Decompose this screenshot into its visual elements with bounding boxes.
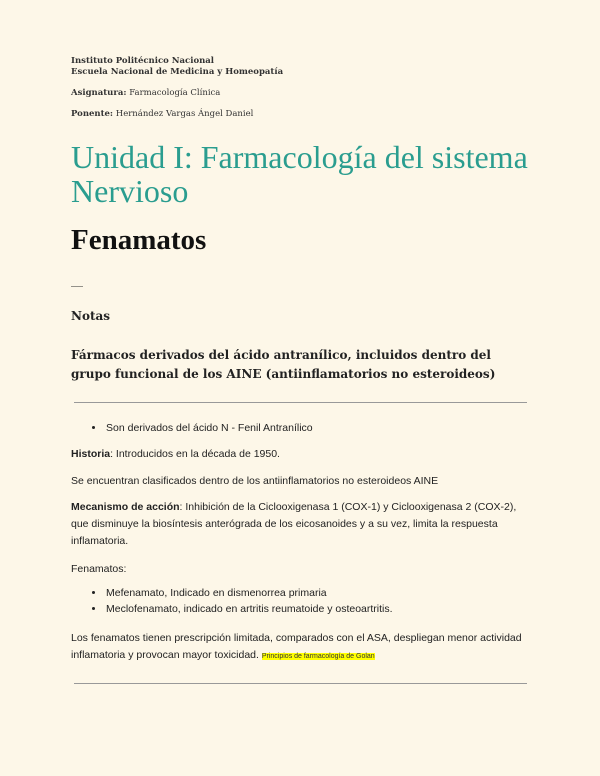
list-item: • Meclofenamato, indicado en artritis reumatoide y osteoartritis. xyxy=(105,601,393,617)
fenamatos-label: Fenamatos: xyxy=(71,563,127,575)
list-item: • Mefenamato, Indicado en dismenorrea primaria xyxy=(105,585,393,601)
speaker-value: Hernández Vargas Ángel Daniel xyxy=(115,109,254,119)
divider xyxy=(74,683,527,684)
derivation-list xyxy=(71,420,313,436)
conclusion-text: Los fenamatos tienen prescripción limitada, comparados con el ASA, despliegan menor actividad inflamatoria y provocan mayor toxicidad. xyxy=(71,632,522,661)
mechanism-text: : Inhibición de la Ciclooxigenasa 1 (COX-1) y Ciclooxigenasa 2 (COX-2), que disminuye la biosíntesis anterógrada de los eicosanoides y a su vez, limita la respuesta inflamatoria. xyxy=(71,501,517,547)
title-dash: __ xyxy=(71,273,83,287)
classification-paragraph: Se encuentran clasificados dentro de los antiinflamatorios no esteroideos AINE xyxy=(71,475,439,487)
institution-block xyxy=(71,56,283,78)
subject-value: Farmacología Clínica xyxy=(129,88,221,98)
subject-label: Asignatura: xyxy=(71,88,127,98)
history-text: : Introducidos en la década de 1950. xyxy=(110,448,280,460)
history-paragraph xyxy=(71,446,531,463)
list-item: • Son derivados del ácido N - Fenil Antranílico xyxy=(105,420,313,436)
conclusion-paragraph xyxy=(71,630,531,665)
reference-highlight: Principios de farmacología de Golan xyxy=(261,653,375,660)
mechanism-label: Mecanismo de acción xyxy=(71,501,180,513)
subject-line xyxy=(71,88,220,98)
speaker-label: Ponente: xyxy=(71,109,114,119)
history-label: Historia xyxy=(71,448,111,460)
institution-name: Instituto Politécnico Nacional xyxy=(71,56,215,66)
speaker-line xyxy=(71,109,253,119)
notes-label: Notas xyxy=(71,309,111,323)
mechanism-paragraph xyxy=(71,499,531,550)
section-heading: Fármacos derivados del ácido antranílico, incluidos dentro del grupo funcional de los AINE (antiinflamatorios no esteroideos) xyxy=(71,348,496,381)
unit-title: Unidad I: Farmacología del sistema Nervioso xyxy=(71,139,528,209)
divider xyxy=(74,402,527,403)
topic-title: Fenamatos xyxy=(71,224,207,256)
fenamatos-list xyxy=(71,585,393,617)
school-name: Escuela Nacional de Medicina y Homeopatía xyxy=(71,67,284,77)
